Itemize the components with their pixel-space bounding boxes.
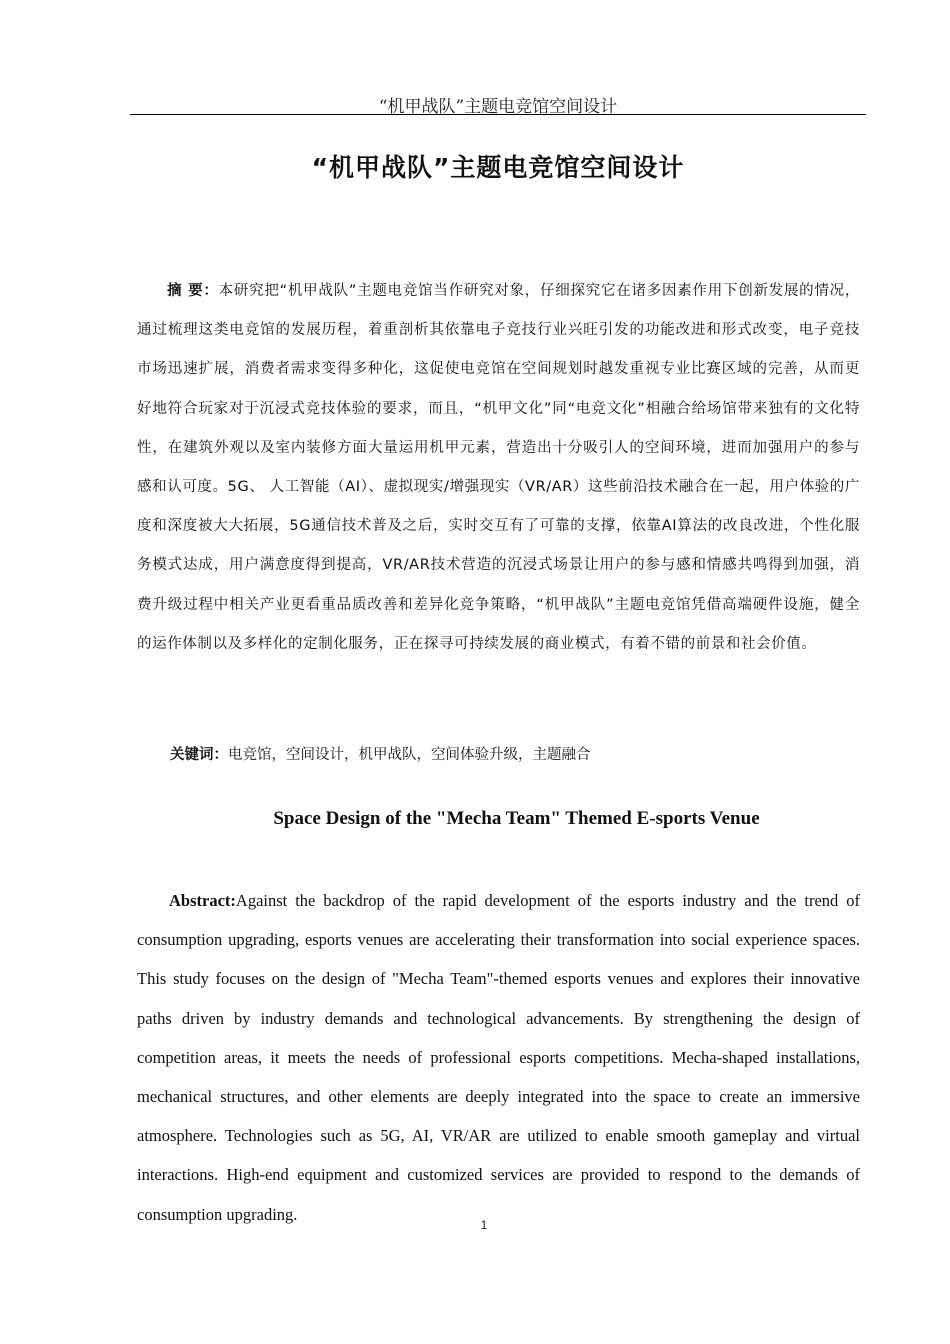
abstract-cn-text: 本研究把“机甲战队”主题电竞馆当作研究对象，仔细探究它在诸多因素作用下创新发展的情况，通过梳理这类电竞馆的发展历程，着重剖析其依靠电子竞技行业兴旺引发的功能改进和形式改变，电子竞技市场迅速扩展，消费者需求变得多种化，这促使电竞馆在空间规划时越发重视专业比赛区域的完善，从而更好地符合玩家对于沉浸式竞技体验的要求，而且，“机甲文化”同“电竞文化”相融合给场馆带来独有的文化特性，在建筑外观以及室内装修方面大量运用机甲元素，营造出十分吸引人的空间环境，进而加强用户的参与感和认可度。5G、 人工智能（AI）、虚拟现实/增强现实（VR/AR）这些前沿技术融合在一起，用户体验的广度和深度被大大拓展，5G通信技术普及之后，实时交互有了可靠的支撑，依靠AI算法的改良改进，个性化服务模式达成，用户满意度得到提高，VR/AR技术营造的沉浸式场景让用户的参与感和情感共鸣得到加强，消费升级过程中相关产业更看重品质改善和差异化竞争策略，“机甲战队”主题电竞馆凭借高端硬件设施，健全的运作体制以及多样化的定制化服务，正在探寻可持续发展的商业模式，有着不错的前景和社会价值。: [137, 283, 860, 652]
page-number: 1: [480, 1218, 488, 1232]
abstract-cn-label: 摘 要：: [167, 283, 219, 299]
abstract-en: [137, 881, 860, 1234]
english-title: Space Design of the "Mecha Team" Themed E-sports Venue: [273, 808, 760, 829]
abstract-en-text: Against the backdrop of the rapid development of the esports industry and the trend of consumption upgrading, esports venues are accelerating their transformation into social experience spaces. This study focuses on the design of "Mecha Team"-themed esports venues and explores their innovative paths driven by industry demands and technological advancements. By strengthening the design of competition areas, it meets the needs of professional esports competitions. Mecha-shaped installations, mechanical structures, and other elements are deeply integrated into the space to create an immersive atmosphere. Technologies such as 5G, AI, VR/AR are utilized to enable smooth gameplay and virtual interactions. High-end equipment and customized services are provided to respond to the demands of consumption upgrading.: [137, 891, 860, 1224]
running-header: “机甲战队”主题电竞馆空间设计: [378, 97, 618, 117]
abstract-en-label: Abstract:: [169, 891, 236, 910]
page-title: “机甲战队”主题电竞馆空间设计: [311, 153, 685, 182]
header-rule: [130, 114, 866, 115]
keywords-cn-text: 电竞馆，空间设计，机甲战队，空间体验升级，主题融合: [228, 747, 591, 763]
abstract-cn: [137, 272, 860, 664]
keywords-cn: [170, 737, 860, 773]
keywords-cn-label: 关键词：: [170, 747, 228, 763]
